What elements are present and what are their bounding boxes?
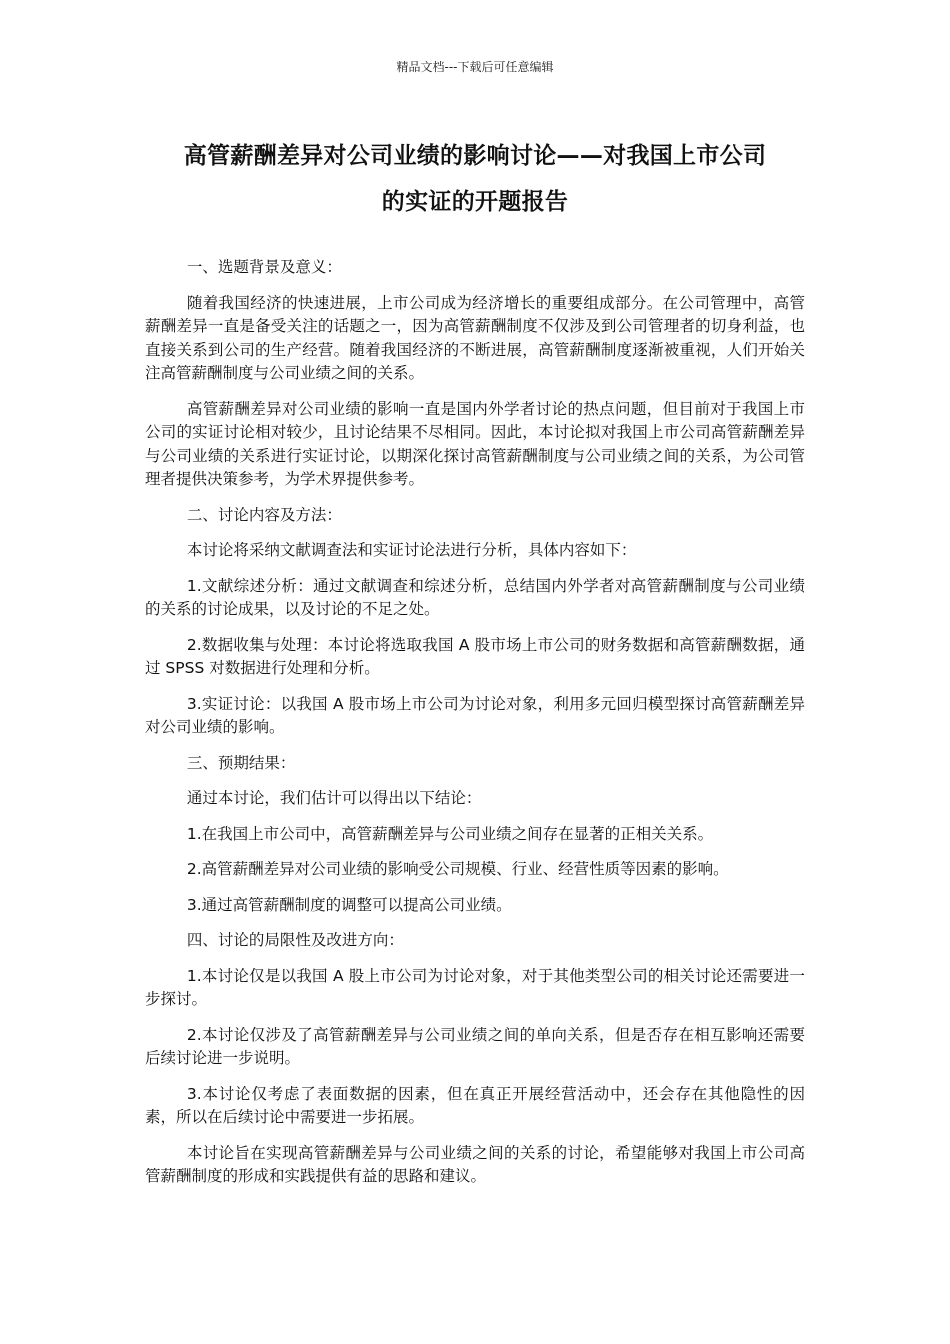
list-item: 1.本讨论仅是以我国 A 股上市公司为讨论对象，对于其他类型公司的相关讨论还需要进一步探讨。 (145, 966, 805, 1008)
list-item: 3.实证讨论：以我国 A 股市场上市公司为讨论对象，利用多元回归模型探讨高管薪酬差异对公司业绩的影响。 (145, 694, 805, 736)
section-heading: 二、讨论内容及方法： (186, 505, 342, 524)
paragraph: 本讨论旨在实现高管薪酬差异与公司业绩之间的关系的讨论，希望能够对我国上市公司高管薪酬制度的形成和实践提供有益的思路和建议。 (145, 1143, 805, 1185)
document-body (145, 256, 805, 1201)
section-heading: 三、预期结果： (186, 753, 296, 772)
title-line-1: 高管薪酬差异对公司业绩的影响讨论——对我国上市公司 (183, 143, 767, 169)
list-item: 1.在我国上市公司中，高管薪酬差异与公司业绩之间存在显著的正相关关系。 (186, 824, 714, 843)
list-item: 2.高管薪酬差异对公司业绩的影响受公司规模、行业、经营性质等因素的影响。 (186, 860, 729, 878)
list-item: 1.文献综述分析：通过文献调查和综述分析，总结国内外学者对高管薪酬制度与公司业绩的关系的讨论成果，以及讨论的不足之处。 (145, 576, 805, 618)
paragraph: 通过本讨论，我们估计可以得出以下结论： (186, 789, 482, 807)
title-line-2: 的实证的开题报告 (381, 189, 569, 215)
list-item: 3.通过高管薪酬制度的调整可以提高公司业绩。 (186, 895, 512, 914)
section-methods (145, 504, 805, 740)
list-item: 2.数据收集与处理：本讨论将选取我国 A 股市场上市公司的财务数据和高管薪酬数据，通过 SPSS 对数据进行处理和分析。 (145, 635, 805, 677)
list-item: 3.本讨论仅考虑了表面数据的因素，但在真正开展经营活动中，还会存在其他隐性的因素，所以在后续讨论中需要进一步拓展。 (145, 1084, 805, 1126)
section-heading: 一、选题背景及意义： (186, 258, 342, 276)
document-title (145, 133, 805, 225)
paragraph: 随着我国经济的快速进展，上市公司成为经济增长的重要组成部分。在公司管理中，高管薪酬差异一直是备受关注的话题之一，因为高管薪酬制度不仅涉及到公司管理者的切身利益，也直接关系到公司的生产经营。随着我国经济的不断进展，高管薪酬制度逐渐被重视，人们开始关注高管薪酬制度与公司业绩之间的关系。 (145, 293, 805, 382)
list-item: 2.本讨论仅涉及了高管薪酬差异与公司业绩之间的单向关系，但是否存在相互影响还需要后续讨论进一步说明。 (145, 1025, 805, 1067)
section-background (145, 256, 805, 492)
paragraph: 本讨论将采纳文献调查法和实证讨论法进行分析，具体内容如下： (186, 541, 637, 559)
paragraph: 高管薪酬差异对公司业绩的影响一直是国内外学者讨论的热点问题，但目前对于我国上市公司的实证讨论相对较少，且讨论结果不尽相同。因此，本讨论拟对我国上市公司高管薪酬差异与公司业绩的关系进行实证讨论，以期深化探讨高管薪酬制度与公司业绩之间的关系，为公司管理者提供决策参考，为学术界提供参考。 (145, 399, 805, 488)
section-limitations (145, 929, 805, 1189)
section-expected-results (145, 752, 805, 918)
header-note: 精品文档---下载后可任意编辑 (396, 60, 554, 74)
section-heading: 四、讨论的局限性及改进方向： (186, 931, 404, 949)
